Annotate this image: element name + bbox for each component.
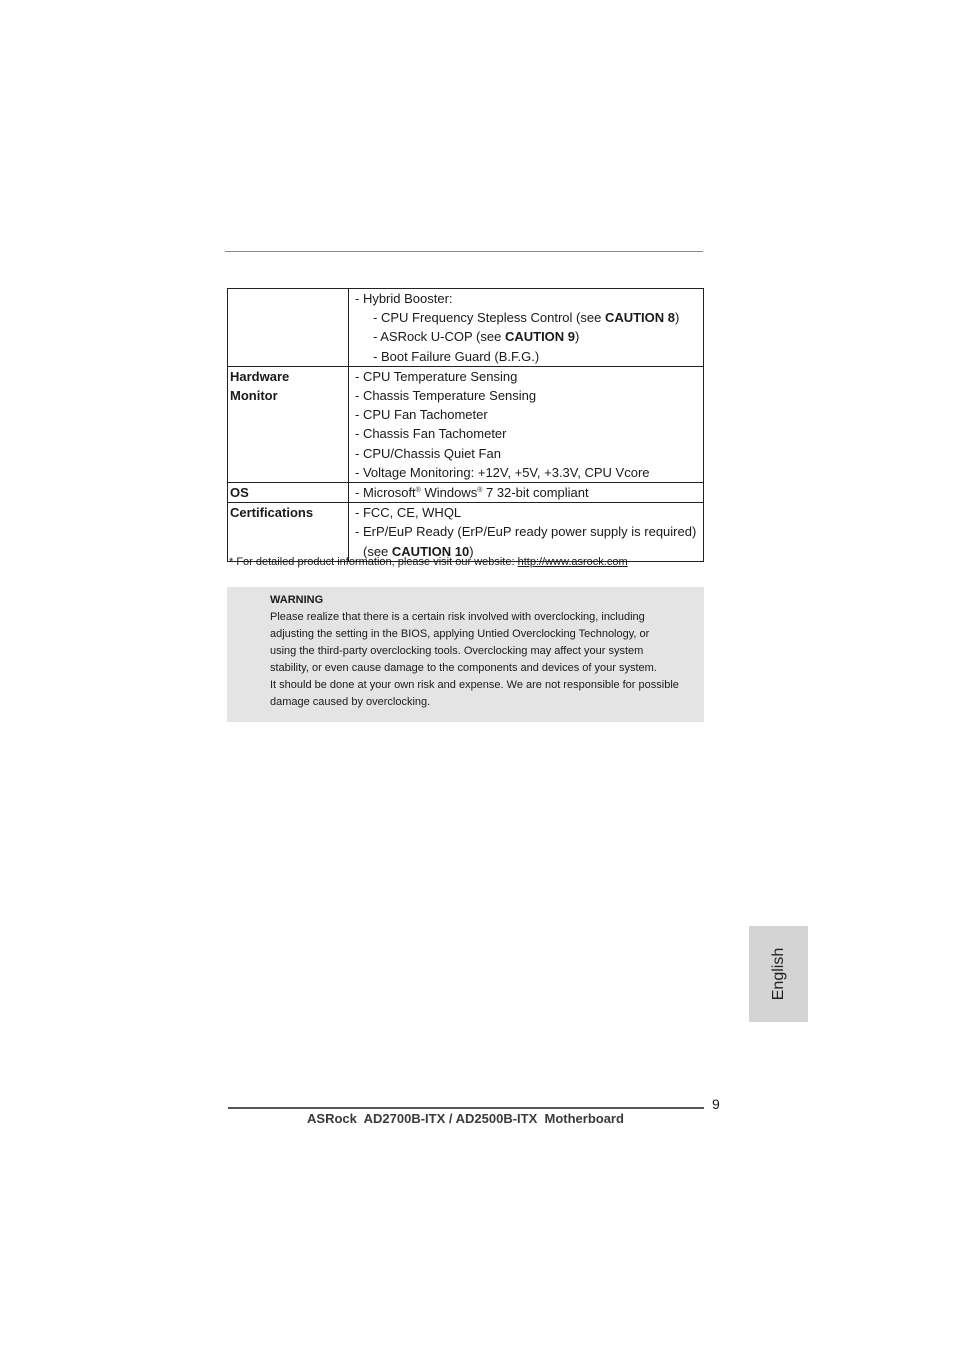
- table-row: [228, 483, 704, 503]
- table-row: [228, 503, 704, 562]
- list-item: - Chassis Fan Tachometer: [355, 426, 507, 442]
- warning-body: Please realize that there is a certain risk involved with overclocking, including adjusting the setting in the BIOS, applying Untied Overclocking Technology, or using the third-party overclocking tools. Overclocking may affect your system stability, or even cause damage to the components and devices of your system. It should be done at your own risk and expense. We are not responsible for possible damage caused by overclocking.: [270, 611, 679, 708]
- list-item: - Microsoft® Windows® 7 32-bit compliant: [355, 485, 589, 501]
- list-item: - CPU Temperature Sensing: [355, 368, 518, 384]
- footer-divider: [228, 1107, 704, 1109]
- footer-title: ASRock AD2700B-ITX / AD2500B-ITX Motherboard: [307, 1111, 624, 1126]
- hardware-monitor-label: Hardware Monitor: [228, 366, 349, 482]
- hardware-monitor-cell: [349, 366, 704, 482]
- list-item: - ErP/EuP Ready (ErP/EuP ready power supply is required): [355, 524, 697, 540]
- list-item: - ASRock U-COP (see CAUTION 9): [373, 329, 580, 345]
- list-item: - Boot Failure Guard (B.F.G.): [373, 348, 540, 364]
- certifications-label: Certifications: [228, 503, 349, 562]
- list-item: - Voltage Monitoring: +12V, +5V, +3.3V, CPU Vcore: [355, 464, 650, 480]
- list-item: - FCC, CE, WHQL: [355, 505, 462, 521]
- os-cell: [349, 483, 704, 503]
- page-number: 9: [712, 1096, 720, 1112]
- table-row: [228, 366, 704, 482]
- os-label: OS: [228, 483, 349, 503]
- top-divider: [225, 251, 703, 252]
- asrock-website-link[interactable]: http://www.asrock.com: [517, 556, 628, 568]
- list-item: (see CAUTION 10): [363, 543, 474, 559]
- language-tab-label: English: [769, 947, 787, 1001]
- language-tab: [749, 926, 808, 1022]
- list-item: - Chassis Temperature Sensing: [355, 388, 537, 404]
- spec-table: [227, 288, 704, 562]
- warning-box: [227, 587, 704, 722]
- list-item: - CPU Fan Tachometer: [355, 407, 488, 423]
- hybrid-booster-cell: [349, 289, 704, 367]
- certifications-cell: [349, 503, 704, 562]
- table-row: [228, 289, 704, 367]
- list-item: - Hybrid Booster:: [355, 291, 453, 306]
- list-item: - CPU Frequency Stepless Control (see CAUTION 8): [373, 310, 680, 326]
- warning-title: WARNING: [270, 594, 324, 606]
- footnote: * For detailed product information, please visit our website: http://www.asrock.com: [229, 556, 628, 568]
- row-label-empty: [228, 289, 349, 367]
- list-item: - CPU/Chassis Quiet Fan: [355, 445, 501, 461]
